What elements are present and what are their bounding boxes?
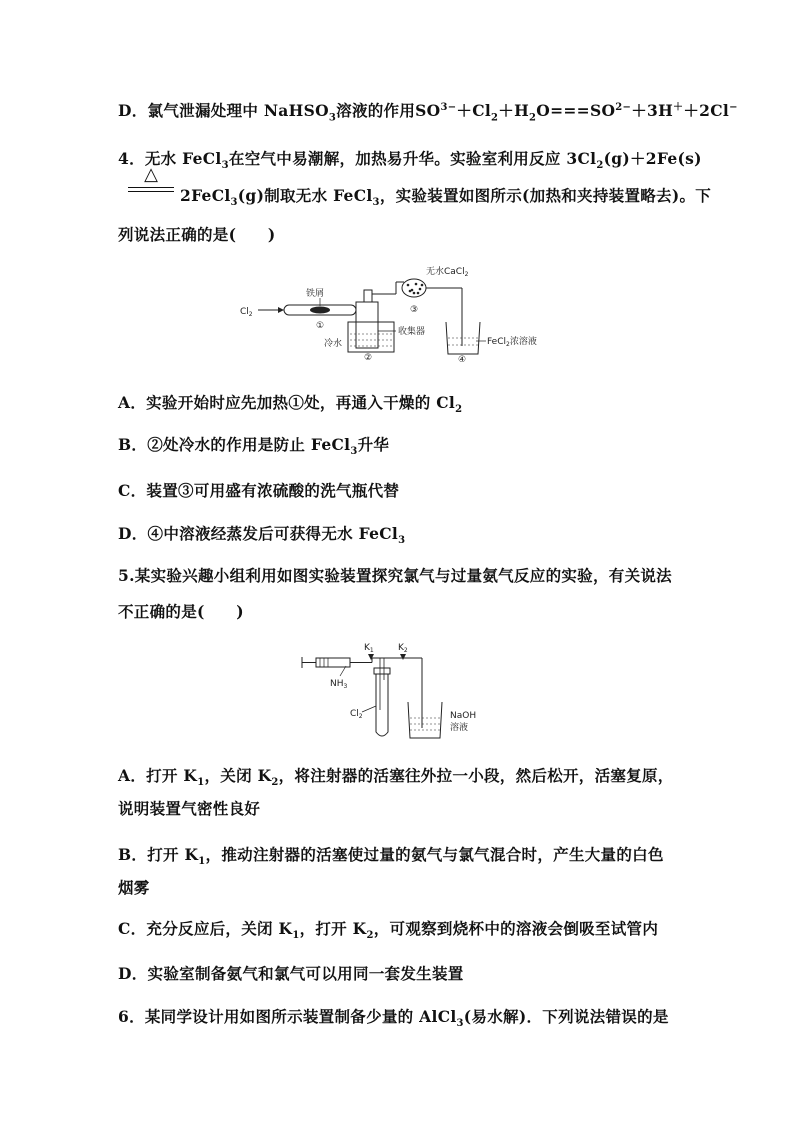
- cold-water-label: 冷水: [324, 339, 343, 349]
- collector-bottle: [356, 302, 378, 348]
- valve-k2-icon: [400, 654, 406, 660]
- syringe-barrel: [316, 658, 350, 667]
- delta-symbol: △: [144, 164, 158, 185]
- q6-stem-line1: 6．某同学设计用如图所示装置制备少量的 AlCl$_3$(易水解)．下列说法错误的是: [118, 1007, 669, 1030]
- nh3-label: $NH_3$: [330, 679, 348, 690]
- iron-filings: [310, 307, 330, 314]
- q4-option-c: C．装置③可用盛有浓硫酸的洗气瓶代替: [118, 481, 400, 500]
- q4-option-a: A．实验开始时应先加热①处，再通入干燥的 $Cl_2$: [118, 393, 463, 416]
- tube-stopper: [374, 668, 390, 674]
- num-2: ②: [364, 353, 373, 362]
- q3-option-d: D．氯气泄漏处理中 NaHSO$_3$溶液的作用$SO^{3-}+Cl_2+H_2O===SO^{2-}+3H^++2Cl^-$: [118, 101, 738, 124]
- equals-double-line: [128, 187, 174, 192]
- q5-stem-line2: 不正确的是( ): [118, 602, 244, 621]
- collector-neck: [364, 290, 372, 302]
- beaker-4: [446, 322, 480, 354]
- nh3-cl2-apparatus-diagram: [300, 640, 500, 744]
- q5-option-a-line1: A．打开 $K_1$，关闭 $K_2$，将注射器的活塞往外拉一小段，然后松开，活塞复原，: [118, 766, 674, 789]
- iron-label: 铁屑: [306, 289, 325, 299]
- k2-label: $K_2$: [398, 643, 408, 654]
- q4-stem-line1: 4．无水 FeCl$_3$在空气中易潮解，加热易升华。实验室利用反应 $3Cl_2(g)+2Fe(s)$: [118, 149, 702, 172]
- arrow-head-icon: [278, 307, 284, 313]
- num-4: ④: [458, 355, 467, 362]
- num-3: ③: [410, 305, 419, 315]
- q5-option-d: D．实验室制备氨气和氯气可以用同一套发生装置: [118, 964, 464, 983]
- q5-stem-line1: 5.某实验兴趣小组利用如图实验装置探究氯气与过量氨气反应的实验，有关说法: [118, 566, 672, 585]
- solution-label: 溶液: [450, 723, 469, 733]
- q4-stem-line2: 2FeCl$_3$(g)制取无水 FeCl$_3$，实验装置如图所示(加热和夹持装置略去)。下: [180, 186, 712, 209]
- anhydrous-cacl2-label: 无水CaCl$_2$: [426, 267, 469, 278]
- valve-k1-icon: [368, 654, 374, 660]
- heat-equals-sign: [128, 166, 174, 192]
- naoh-label: NaOH: [450, 711, 477, 721]
- naoh-beaker: [408, 702, 442, 738]
- test-tube: [376, 670, 388, 736]
- fecl3-apparatus-diagram: [236, 262, 566, 362]
- q5-option-a-line2: 说明装置气密性良好: [118, 799, 261, 818]
- q5-option-b-line2: 烟雾: [118, 878, 150, 897]
- fecl2-label: FeCl$_2$浓溶液: [487, 337, 537, 348]
- q4-stem-line3: 列说法正确的是( ): [118, 225, 276, 244]
- q4-option-d: D．④中溶液经蒸发后可获得无水 FeCl$_3$: [118, 524, 406, 547]
- collector-label: 收集器: [398, 327, 426, 337]
- cl2-label: $Cl_2$: [240, 307, 253, 318]
- k1-label: $K_1$: [364, 643, 374, 654]
- q5-option-b-line1: B．打开 $K_1$，推动注射器的活塞使过量的氨气与氯气混合时，产生大量的白色: [118, 845, 664, 868]
- num-1: ①: [316, 321, 325, 331]
- cl2-label: $Cl_2$: [350, 709, 363, 720]
- q4-option-b: B．②处冷水的作用是防止 FeCl$_3$升华: [118, 435, 390, 458]
- q5-option-c: C．充分反应后，关闭 $K_1$，打开 $K_2$，可观察到烧杯中的溶液会倒吸至试管内: [118, 919, 659, 942]
